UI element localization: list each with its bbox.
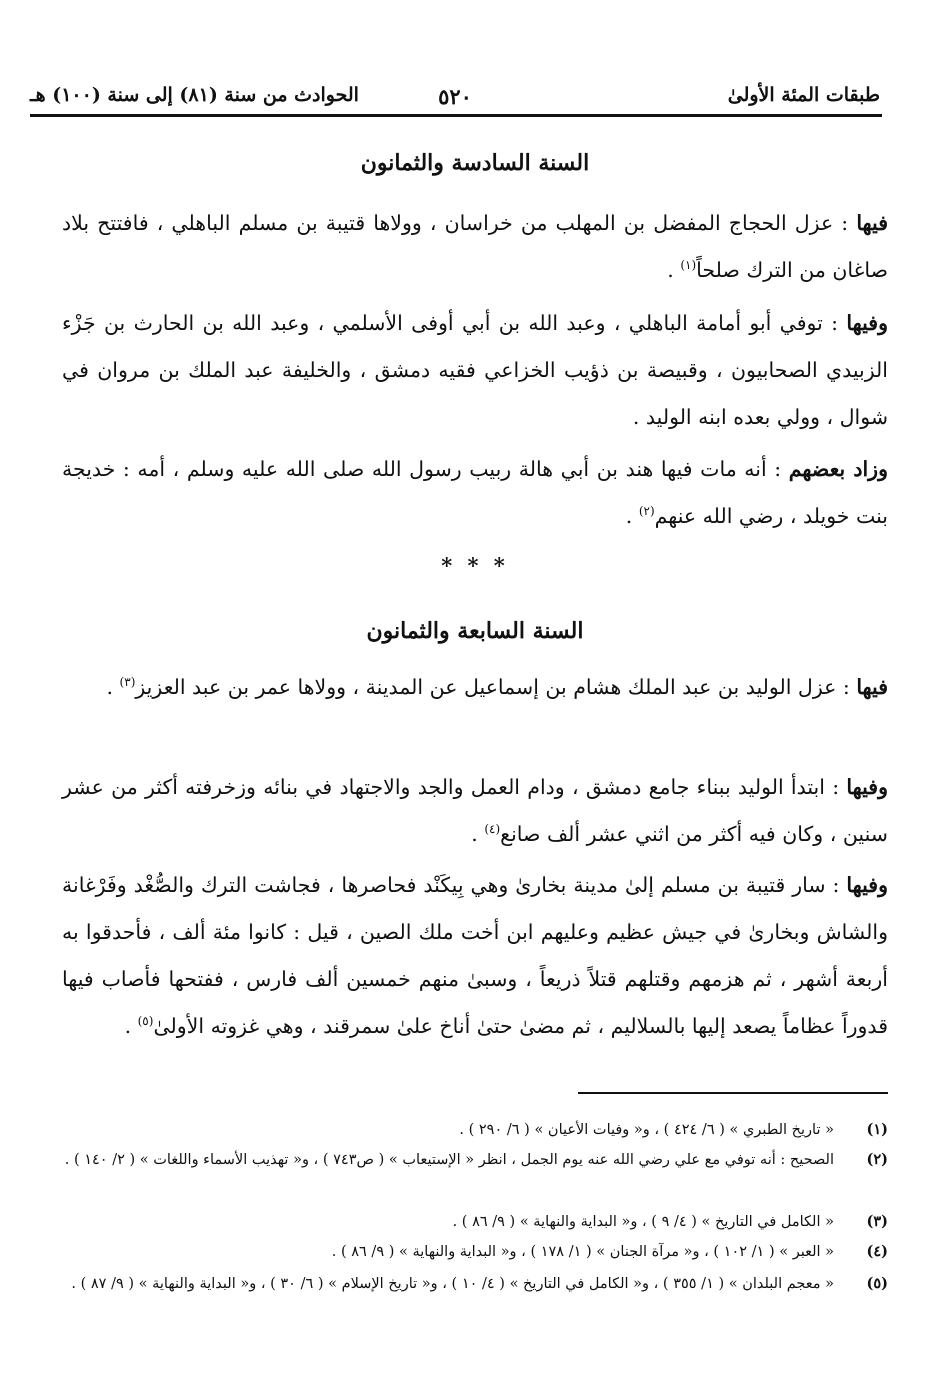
paragraph-lead: فيها bbox=[856, 211, 888, 235]
footnote-5 bbox=[62, 1270, 888, 1298]
paragraph-text: : توفي أبو أمامة الباهلي ، وعبد الله بن أبي أوفى الأسلمي ، وعبد الله بن الحارث بن جَزْء الزبيدي الصحابيون ، وقبيصة بن ذؤيب الخزاعي فقيه دمشق ، والخليفة عبد الملك بن مروان في شوال ، وولي بعده ابنه الوليد . bbox=[62, 311, 888, 429]
footnote-number: (٤) bbox=[866, 1243, 888, 1260]
header-page-number: ٥٢٠ bbox=[438, 84, 472, 109]
paragraph-lead: وفيها bbox=[846, 775, 888, 799]
footnote-number: (١) bbox=[866, 1121, 888, 1138]
footnote-text: « العبر » ( ١/ ١٠٢ ) ، و« مرآة الجنان » ( ١/ ١٧٨ ) ، و« البداية والنهاية » ( ٩/ ٨٦ ) . bbox=[331, 1244, 834, 1260]
footnote-rule bbox=[578, 1092, 888, 1094]
footnote-text: « الكامل في التاريخ » ( ٤/ ٩ ) ، و« البداية والنهاية » ( ٩/ ٨٦ ) . bbox=[452, 1214, 834, 1230]
header-rule bbox=[30, 114, 882, 117]
paragraph-text: : عزل الوليد بن عبد الملك هشام بن إسماعيل عن المدينة ، وولاها عمر بن عبد العزيز bbox=[135, 675, 857, 699]
footnote-ref: (٤) bbox=[484, 822, 501, 837]
footnote-text: « معجم البلدان » ( ١/ ٣٥٥ ) ، و« الكامل في التاريخ » ( ٤/ ١٠ ) ، و« تاريخ الإسلام » ( ٦/ ٣٠ ) ، و« البداية والنهاية » ( ٩/ ٨٧ ) . bbox=[71, 1276, 834, 1292]
footnote-4 bbox=[62, 1238, 888, 1266]
footnote-3 bbox=[62, 1208, 888, 1236]
paragraph: وفيها : سار قتيبة بن مسلم إلىٰ مدينة بخارىٰ وهي بِيكَنْد فحاصرها ، فجاشت الترك والصُّغْد وفَرْغانة والشاش وبخارىٰ في جيش عظيم وعليهم ابن أخت ملك الصين ، قيل : كانوا مئة ألف ، فأحدقوا به أربعة أشهر ، ثم هزمهم وقتلهم قتلاً ذريعاً ، وسبىٰ منهم خمسين ألف فارس ، ففتحها فأصاب فيها قدوراً عظاماً يصعد إليها بالسلاليم ، ثم مضىٰ حتىٰ أناخ علىٰ سمرقند ، وهي غزوته الأولىٰ$^{(٥)}$ . bbox=[62, 873, 888, 1038]
paragraph-text: : عزل الحجاج المفضل بن المهلب من خراسان ، وولاها قتيبة بن مسلم الباهلي ، فافتتح بلاد صاغان من الترك صلحاً bbox=[62, 211, 888, 282]
paragraph-lead: فيها bbox=[856, 675, 888, 699]
header-section-range: الحوادث من سنة (٨١) إلى سنة (١٠٠) هـ bbox=[30, 84, 359, 106]
paragraph-lead: وفيها bbox=[846, 311, 888, 335]
paragraph: فيها : عزل الحجاج المفضل بن المهلب من خراسان ، وولاها قتيبة بن مسلم الباهلي ، فافتتح بلاد صاغان من الترك صلحاً$^{(١)}$ . bbox=[62, 211, 888, 282]
footnote-1 bbox=[62, 1116, 888, 1144]
footnote-ref: (٢) bbox=[638, 504, 655, 519]
footnote-ref: (٥) bbox=[137, 1014, 154, 1029]
paragraph-text: : ابتدأ الوليد ببناء جامع دمشق ، ودام العمل والجد والاجتهاد في بنائه وزخرفته أكثر من عشر سنين ، وكان فيه أكثر من اثني عشر ألف صانع bbox=[62, 775, 888, 846]
paragraph-lead: وفيها bbox=[846, 873, 888, 897]
footnote-2 bbox=[62, 1146, 888, 1174]
paragraph-text: : أنه مات فيها هند بن أبي هالة ربيب رسول الله صلى الله عليه وسلم ، أمه : خديجة بنت خويلد ، رضي الله عنهم bbox=[62, 457, 888, 528]
section-separator: * * * bbox=[441, 553, 509, 578]
footnote-text: الصحيح : أنه توفي مع علي رضي الله عنه يوم الجمل ، انظر « الإستيعاب » ( ص٧٤٣ ) ، و« تهذيب الأسماء واللغات » ( ٢/ ١٤٠ ) . bbox=[64, 1152, 834, 1168]
section-title-86: السنة السادسة والثمانون bbox=[360, 150, 590, 176]
section-title-87: السنة السابعة والثمانون bbox=[366, 618, 584, 644]
footnote-ref: (٣) bbox=[119, 675, 136, 690]
footnote-number: (٣) bbox=[866, 1213, 888, 1230]
paragraph: وزاد بعضهم : أنه مات فيها هند بن أبي هالة ربيب رسول الله صلى الله عليه وسلم ، أمه : خديجة بنت خويلد ، رضي الله عنهم$^{(٢)}$ . bbox=[62, 457, 888, 528]
footnote-ref: (١) bbox=[680, 258, 697, 273]
paragraph bbox=[62, 300, 888, 441]
paragraph: فيها : عزل الوليد بن عبد الملك هشام بن إسماعيل عن المدينة ، وولاها عمر بن عبد العزيز$^{(٣)}$ . bbox=[106, 675, 888, 699]
header-book-title: طبقات المئة الأولىٰ bbox=[727, 84, 880, 106]
footnote-text: « تاريخ الطبري » ( ٦/ ٤٢٤ ) ، و« وفيات الأعيان » ( ٦/ ٢٩٠ ) . bbox=[459, 1122, 834, 1138]
footnote-number: (٥) bbox=[866, 1275, 888, 1292]
paragraph: وفيها : ابتدأ الوليد ببناء جامع دمشق ، ودام العمل والجد والاجتهاد في بنائه وزخرفته أكثر من عشر سنين ، وكان فيه أكثر من اثني عشر ألف صانع$^{(٤)}$ . bbox=[62, 775, 888, 846]
paragraph-lead: وزاد بعضهم bbox=[788, 457, 888, 481]
footnote-number: (٢) bbox=[866, 1151, 888, 1168]
paragraph-text: : سار قتيبة بن مسلم إلىٰ مدينة بخارىٰ وهي بِيكَنْد فحاصرها ، فجاشت الترك والصُّغْد وفَرْغانة والشاش وبخارىٰ في جيش عظيم وعليهم ابن أخت ملك الصين ، قيل : كانوا مئة ألف ، فأحدقوا به أربعة أشهر ، ثم هزمهم وقتلهم قتلاً ذريعاً ، وسبىٰ منهم خمسين ألف فارس ، ففتحها فأصاب فيها قدوراً عظاماً يصعد إليها بالسلاليم ، ثم مضىٰ حتىٰ أناخ علىٰ سمرقند ، وهي غزوته الأولىٰ bbox=[62, 873, 888, 1038]
running-header bbox=[30, 78, 880, 114]
